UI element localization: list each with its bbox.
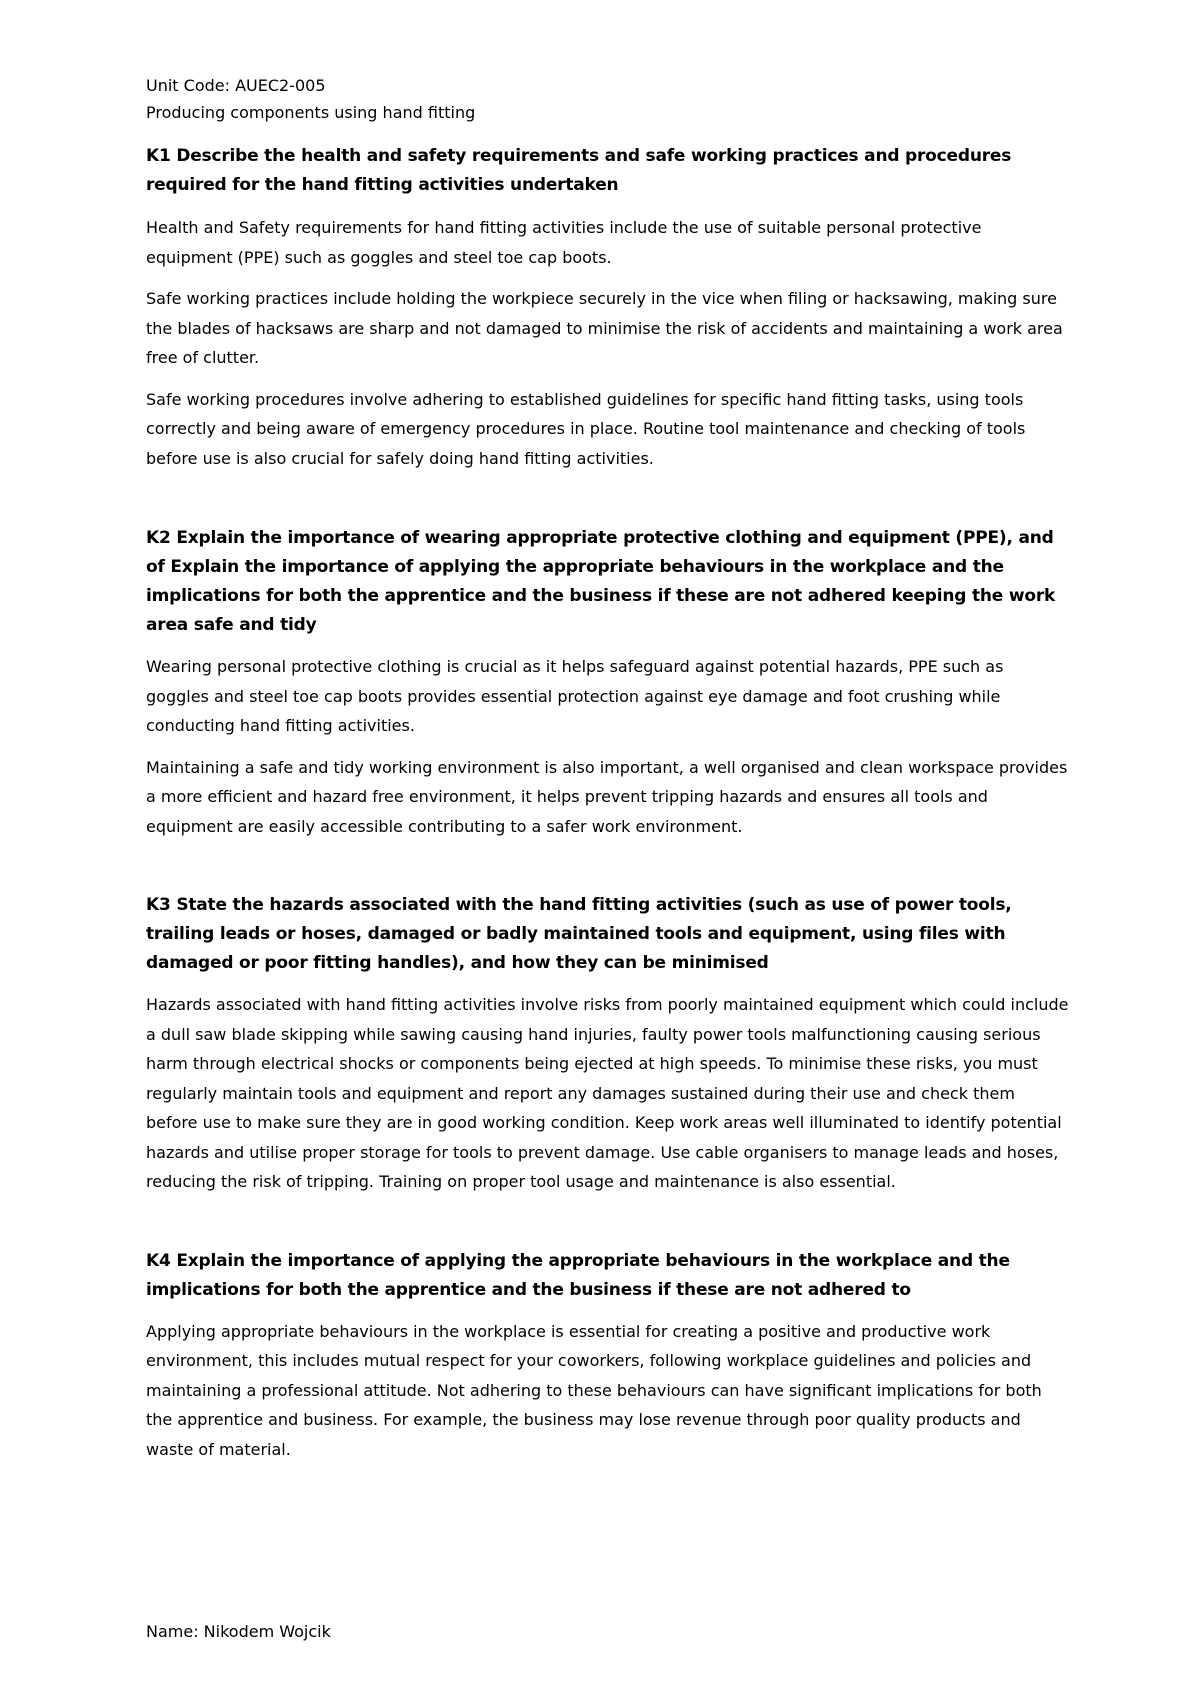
- document-page: [146, 72, 1071, 1464]
- section-k2-title: K2 Explain the importance of wearing appropriate protective clothing and equipment (PPE), and of Explain the importance of applying the appropriate behaviours in the workplace and the implications for both the apprentice and the business if these are not adhered keeping the work area safe and tidy: [146, 528, 1056, 635]
- unit-title: Producing components using hand fitting: [146, 103, 476, 122]
- section-k4-title: K4 Explain the importance of applying the appropriate behaviours in the workplace and the implications for both the apprentice and the business if these are not adhered to: [146, 1250, 1010, 1300]
- section-k1-paragraph: Safe working practices include holding the workpiece securely in the vice when filing or hacksawing, making sure the blades of hacksaws are sharp and not damaged to minimise the risk of accidents and maintaining a work area free of clutter.: [146, 289, 1063, 367]
- section-k1-title: K1 Describe the health and safety requirements and safe working practices and procedures required for the hand fitting activities undertaken: [146, 146, 1012, 195]
- section-k1-paragraph: Safe working procedures involve adhering to established guidelines for specific hand fitting tasks, using tools correctly and being aware of emergency procedures in place. Routine tool maintenance and checking of tools before use is also crucial for safely doing hand fitting activities.: [146, 389, 1026, 468]
- section-k1-paragraph: Health and Safety requirements for hand fitting activities include the use of suitable personal protective equipment (PPE) such as goggles and steel toe cap boots.: [146, 218, 982, 267]
- section-k2-paragraph: Maintaining a safe and tidy working environment is also important, a well organised and clean workspace provides a more efficient and hazard free environment, it helps prevent tripping hazards and ensures all tools and equipment are easily accessible contributing to a safer work environment.: [146, 757, 1068, 836]
- unit-code: Unit Code: AUEC2-005: [146, 76, 326, 95]
- section-k2-paragraph: Wearing personal protective clothing is crucial as it helps safeguard against potential hazards, PPE such as goggles and steel toe cap boots provides essential protection against eye damage and foot crushing while conducting hand fitting activities.: [146, 657, 1004, 735]
- section-k4-paragraph: Applying appropriate behaviours in the workplace is essential for creating a positive and productive work environment, this includes mutual respect for your coworkers, following workplace guidelines and policies and maintaining a professional attitude. Not adhering to these behaviours can have significant implications for both the apprentice and business. For example, the business may lose revenue through poor quality products and waste of material.: [146, 1321, 1042, 1459]
- author-name: Name: Nikodem Wojcik: [146, 1622, 331, 1641]
- section-k3-title: K3 State the hazards associated with the hand fitting activities (such as use of power tools, trailing leads or hoses, damaged or badly maintained tools and equipment, using files with damaged or poor fitting handles), and how they can be minimised: [146, 895, 1012, 973]
- section-k3-paragraph: Hazards associated with hand fitting activities involve risks from poorly maintained equipment which could include a dull saw blade skipping while sawing causing hand injuries, faulty power tools malfunctioning causing serious harm through electrical shocks or components being ejected at high speeds. To minimise these risks, you must regularly maintain tools and equipment and report any damages sustained during their use and check them before use to make sure they are in good working condition. Keep work areas well illuminated to identify potential hazards and utilise proper storage for tools to prevent damage. Use cable organisers to manage leads and hoses, reducing the risk of tripping. Training on proper tool usage and maintenance is also essential.: [146, 995, 1069, 1191]
